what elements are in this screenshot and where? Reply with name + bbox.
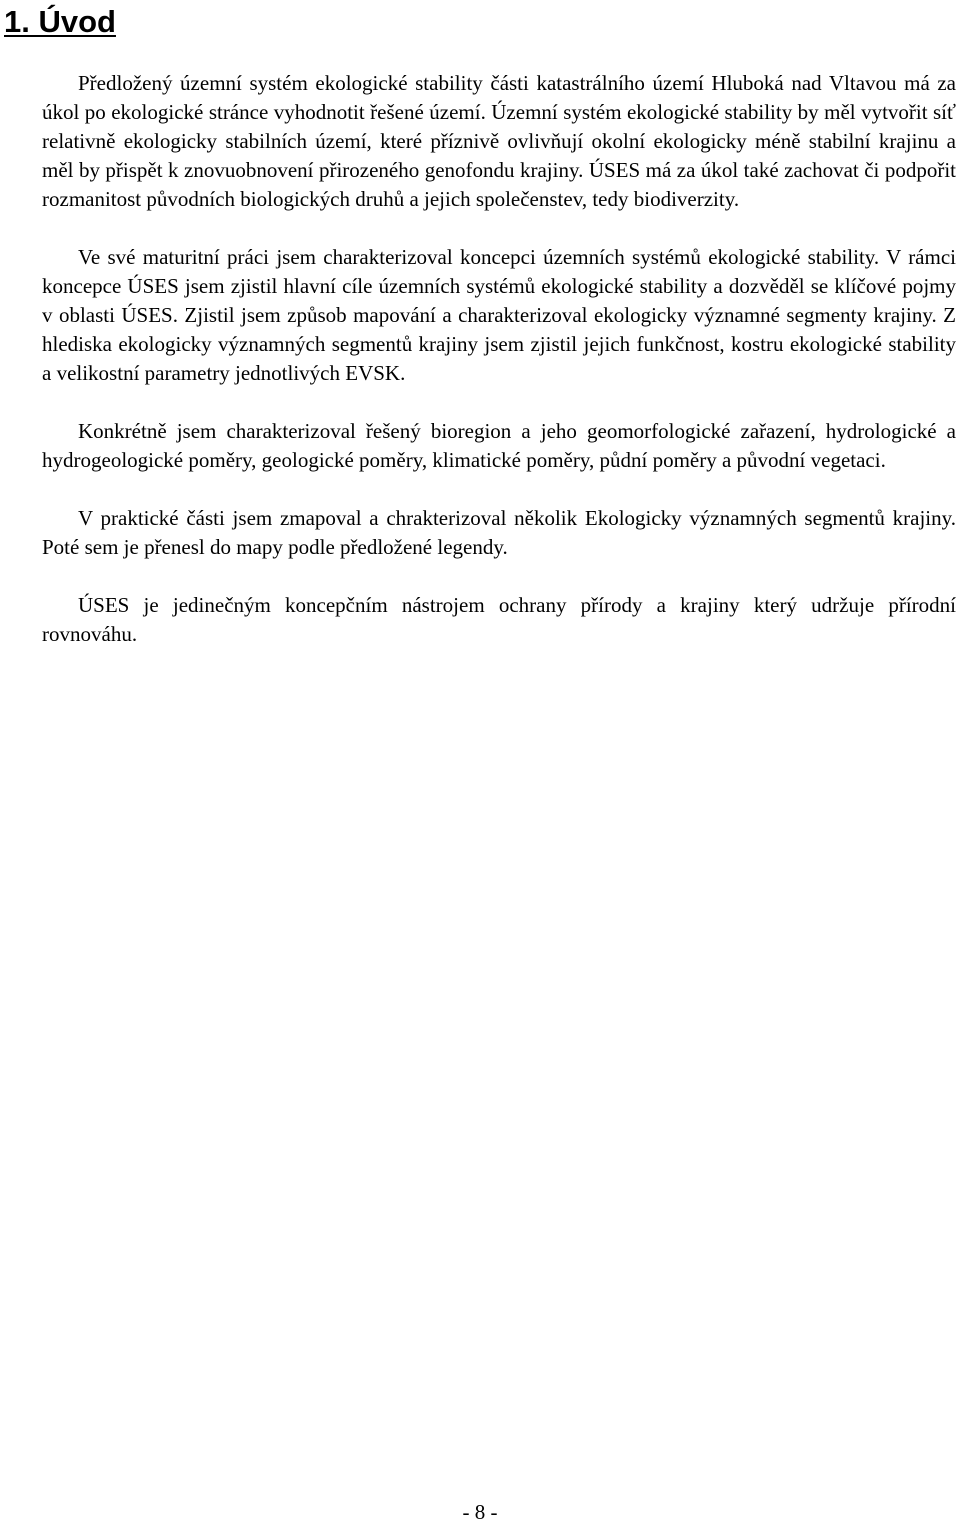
paragraph-introduction: Předložený územní systém ekologické stability části katastrálního území Hluboká nad Vltavou má za úkol po ekologické stránce vyhodnotit řešené území. Územní systém ekologické stability by měl vytvořit síť relativně ekologicky stabilních území, které příznivě ovlivňují okolní ekologicky méně stabilní krajinu a měl by přispět k znovuobnovení přirozeného genofondu krajiny. ÚSES má za úkol také zachovat či podpořit rozmanitost původních biologických druhů a jejich společenstev, tedy biodiverzity. <box>42 71 956 211</box>
paragraph-bioregion: Konkrétně jsem charakterizoval řešený bioregion a jeho geomorfologické zařazení, hydrologické a hydrogeologické poměry, geologické poměry, klimatické poměry, půdní poměry a původní vegetaci. <box>42 419 956 472</box>
paragraph-practical-part: V praktické části jsem zmapoval a chrakterizoval několik Ekologicky významných segmentů krajiny. Poté sem je přenesl do mapy podle předložené legendy. <box>42 506 956 559</box>
paragraph-conclusion: ÚSES je jedinečným koncepčním nástrojem ochrany přírody a krajiny který udržuje přírodní rovnováhu. <box>42 593 956 646</box>
document-body <box>42 69 956 678</box>
page-number: - 8 - <box>462 1500 498 1524</box>
section-heading: 1. Úvod <box>4 4 116 39</box>
paragraph-thesis-summary: Ve své maturitní práci jsem charakterizoval koncepci územních systémů ekologické stability. V rámci koncepce ÚSES jsem zjistil hlavní cíle územních systémů ekologické stability a dozvěděl se klíčové pojmy v oblasti ÚSES. Zjistil jsem způsob mapování a charakterizoval ekologicky významné segmenty krajiny. Z hlediska ekologicky významných segmentů krajiny jsem zjistil jejich funkčnost, kostru ekologické stability a velikostní parametry jednotlivých EVSK. <box>42 245 956 385</box>
